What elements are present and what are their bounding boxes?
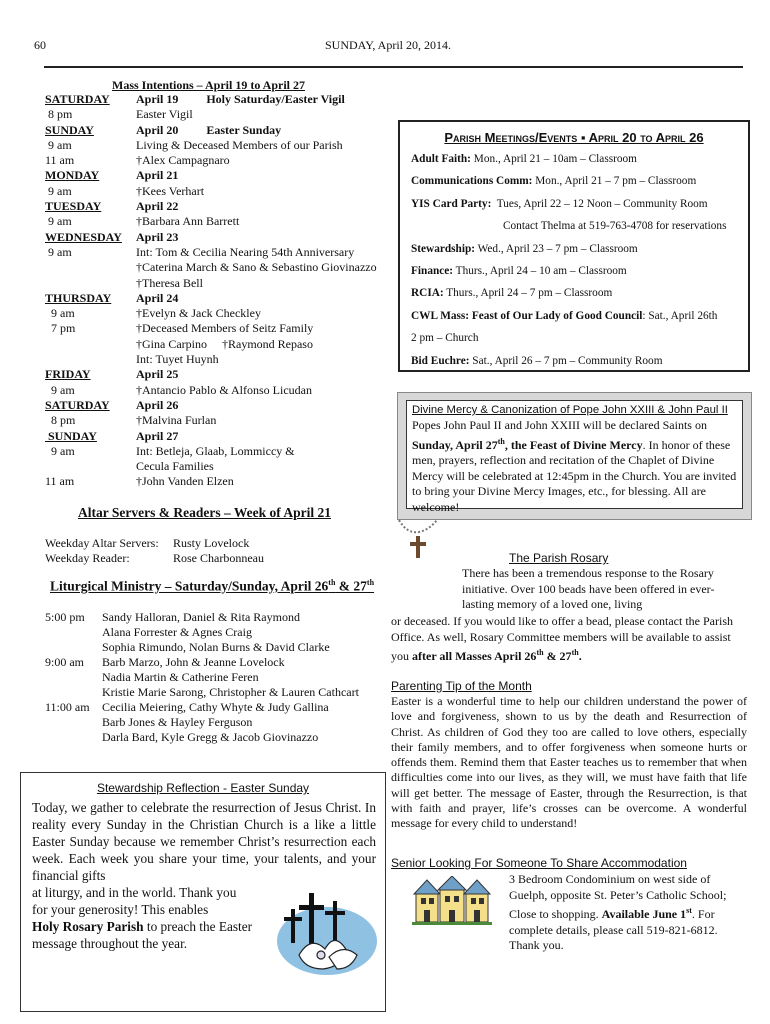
mass-intention [136, 337, 385, 352]
mass-time [45, 260, 136, 275]
mass-intention-text: Living & Deceased Members of our Parish [136, 137, 343, 152]
meeting-label: Bid Euchre: [411, 354, 470, 367]
mass-intention [136, 230, 385, 245]
meeting-details: Sat., April 26 – 7 pm – Community Room [469, 354, 663, 367]
mass-intention-row [45, 352, 385, 367]
mass-time: 9 am [45, 244, 72, 259]
parish-meetings-title: Parish Meetings/Events ▪ April 20 to April 26 [444, 130, 704, 145]
stewardship-paragraph: Today, we gather to celebrate the resurrection of Jesus Christ. In reality every Sunday in the Christian Church is a like a little Easter Sunday because we remember Christ’s resurrection each week. Each week you share your time, your talents, and your financial gifts [32, 800, 376, 883]
mass-intention-row [45, 474, 385, 489]
minister-names: Darla Bard, Kyle Gregg & Jacob Giovinazzo [102, 730, 319, 744]
meeting-item [411, 331, 747, 353]
meeting-details: : Sat., April 26th [642, 309, 718, 322]
mass-intention-text: April 27 [136, 428, 179, 443]
mass-intention-text: †John Vanden Elzen [136, 474, 234, 489]
mass-day: SUNDAY [45, 428, 97, 443]
liturgical-row [45, 715, 359, 730]
mass-intention-row [45, 138, 385, 153]
altar-servers-title: Altar Servers & Readers – Week of April 21 [78, 505, 331, 520]
mass-day: WEDNESDAY [45, 229, 122, 244]
parish-rosary-text: There has been a tremendous response to the Rosary initiative. Over 100 beads have been offered in ever-lasting memory of a loved one, living [462, 566, 715, 611]
page-number: 60 [34, 38, 46, 52]
mass-intention-row [45, 306, 385, 321]
meeting-item [411, 152, 747, 174]
mass-intention-row [45, 168, 385, 183]
mass-intention-text: April 24 [136, 290, 179, 305]
mass-intention-row [45, 107, 385, 122]
meeting-details: Thurs., April 24 – 7 pm – Classroom [443, 287, 613, 300]
minister-names: Sandy Halloran, Daniel & Rita Raymond [102, 610, 300, 624]
mass-intention [136, 276, 385, 291]
weekday-reader-value: Rose Charbonneau [173, 551, 264, 565]
liturgical-row [45, 730, 359, 745]
mass-intention-text: †Malvina Furlan [136, 413, 217, 428]
meeting-item [411, 242, 747, 264]
mass-intention-row [45, 92, 385, 107]
mass-intention-text: April 19 [136, 92, 179, 106]
mass-time: 8 pm [45, 413, 76, 428]
mass-intention-row [45, 398, 385, 413]
stewardship-line: for your generosity! This enables [32, 902, 209, 917]
rosary-icon [395, 518, 445, 566]
liturgical-row [45, 685, 359, 700]
stewardship-title: Stewardship Reflection - Easter Sunday [96, 781, 310, 795]
minister-names: Alana Forrester & Agnes Craig [102, 625, 252, 639]
mass-intention-row [45, 367, 385, 382]
divine-mercy-title: Divine Mercy & Canonization of Pope John XXIII & John Paul II [412, 404, 728, 416]
issue-date: SUNDAY, April 20, 2014. [324, 38, 452, 52]
mass-intentions-title: Mass Intentions – April 19 to April 27 [112, 78, 306, 92]
parish-rosary-text-continued [391, 614, 747, 665]
mass-intention-row [45, 383, 385, 398]
mass-intention-row [45, 230, 385, 245]
meeting-label: Finance: [411, 264, 454, 277]
divine-mercy-text-span: Popes John Paul II and John XXIII will be declared Saints on [412, 418, 707, 432]
mass-intention-text: †Deceased Members of Seitz Family [136, 321, 314, 336]
parish-name: Holy Rosary Parish [32, 919, 144, 934]
liturgical-row [45, 625, 359, 640]
mass-intention [136, 153, 385, 168]
mass-time: 9 am [45, 214, 72, 229]
senior-text-span: . For complete details, please call 519-821-6812. Thank you. [509, 907, 718, 952]
mass-intention-row [45, 321, 385, 336]
mass-time: 11 am [45, 153, 75, 168]
meeting-item [411, 174, 747, 196]
mass-intention [136, 92, 385, 107]
mass-time [45, 670, 102, 685]
altar-servers-list [45, 536, 264, 566]
mass-intention-text: Cecula Families [136, 459, 214, 474]
stewardship-text-span: to preach the Easter [143, 919, 253, 934]
liturgical-day: Easter Sunday [206, 122, 282, 137]
mass-intention [136, 383, 385, 398]
liturgical-row [45, 610, 359, 625]
mass-intention-text: April 26 [136, 397, 179, 412]
mass-intention-text: †Antancio Pablo & Alfonso Licudan [136, 382, 312, 397]
mass-intention-row [45, 276, 385, 291]
condominium-icon [412, 876, 492, 926]
mass-intention-text: Int: Betleja, Glaab, Lommiccy & [136, 443, 295, 458]
easter-crosses-lily-icon [269, 879, 379, 977]
mass-intention-text: Int: Tuyet Huynh [136, 352, 219, 367]
mass-intention-text: †Alex Campagnaro [136, 153, 230, 168]
mass-intention-row [45, 444, 385, 459]
mass-intention [136, 306, 385, 321]
mass-intention-text: Int: Tom & Cecilia Nearing 54th Anniversary [136, 244, 355, 259]
mass-day: TUESDAY [45, 199, 102, 214]
divine-mercy-text-span: . In honor of these men, prayers, reflection and recitation of the Chaplet of Divine Mercy will be celebrated at 12:45pm in the Church. You are invited to bring your Divine Mercy Images, etc., for blessing. All are welcome! [412, 437, 737, 514]
minister-names: Nadia Martin & Catherine Feren [102, 670, 259, 684]
meeting-details: Contact Thelma at 519-763-4708 for reservations [503, 220, 727, 233]
divine-mercy-text [412, 418, 740, 515]
minister-names: Barb Jones & Hayley Ferguson [102, 715, 253, 729]
mass-intention [136, 291, 385, 306]
rosary-masses: after all Masses April 26th & 27th. [412, 648, 582, 663]
mass-time [45, 715, 102, 730]
stewardship-line: message throughout the year. [32, 936, 188, 951]
senior-accommodation-title: Senior Looking For Someone To Share Accommodation [391, 856, 687, 870]
mass-day: SUNDAY [45, 122, 94, 137]
mass-intentions-list [45, 92, 385, 490]
liturgical-row [45, 655, 359, 670]
meeting-label: YIS Card Party: [411, 197, 492, 210]
parish-rosary-title: The Parish Rosary [509, 551, 609, 565]
mass-intention-row [45, 153, 385, 168]
mass-day: FRIDAY [45, 367, 91, 382]
altar-servers-label: Weekday Altar Servers: [45, 536, 159, 550]
divine-mercy-date: Sunday, April 27th, the Feast of Divine Mercy [412, 436, 643, 452]
meeting-item [411, 309, 747, 331]
availability-date: Available June 1st [601, 906, 692, 921]
liturgical-ministry-title: Liturgical Ministry – Saturday/Sunday, April 26th & 27th [50, 578, 375, 594]
senior-accommodation-text [509, 872, 745, 954]
mass-intention-row [45, 245, 385, 260]
meeting-details: Mon., April 21 – 10am – Classroom [470, 153, 637, 165]
mass-time: 9 am [45, 183, 72, 198]
mass-time [45, 276, 136, 291]
mass-intention [136, 107, 385, 122]
meeting-item [411, 219, 747, 241]
mass-intention [136, 352, 385, 367]
mass-intention-text: April 25 [136, 367, 179, 382]
mass-intention-row [45, 123, 385, 138]
mass-intention-row [45, 214, 385, 229]
mass-intention-row [45, 184, 385, 199]
mass-intention-text: April 22 [136, 199, 179, 214]
divine-mercy-inner [406, 400, 743, 514]
header-rule [44, 66, 743, 68]
mass-intention [136, 413, 385, 428]
mass-intention [136, 321, 385, 336]
mass-intention [136, 260, 385, 275]
liturgical-day: Holy Saturday/Easter Vigil [206, 92, 345, 106]
mass-intention [136, 245, 385, 260]
mass-time [45, 625, 102, 640]
meeting-details: Thurs., April 24 – 10 am – Classroom [453, 264, 627, 277]
minister-names: Barb Marzo, John & Jeanne Lovelock [102, 655, 285, 669]
liturgical-ministry-list [45, 610, 359, 745]
mass-time [45, 337, 136, 352]
mass-time: 11 am [45, 474, 75, 489]
mass-day: SATURDAY [45, 397, 110, 412]
mass-intention [136, 199, 385, 214]
mass-intention [136, 123, 385, 138]
stewardship-reflection-box [20, 772, 386, 1012]
mass-time [45, 640, 102, 655]
mass-intention-row [45, 429, 385, 444]
mass-time: 9:00 am [45, 655, 84, 669]
meeting-label: Adult Faith: [411, 153, 471, 165]
meeting-label: Communications Comm: [411, 175, 533, 188]
stewardship-line [32, 918, 264, 935]
mass-intention-text: April 21 [136, 168, 179, 183]
stewardship-line: at liturgy, and in the world. Thank you [32, 885, 237, 900]
mass-day: SATURDAY [45, 92, 110, 106]
meeting-item [411, 354, 747, 376]
mass-intention-row [45, 260, 385, 275]
meeting-label: CWL Mass: Feast of Our Lady of Good Council [411, 309, 643, 322]
parish-meetings-list [411, 152, 747, 376]
minister-names: Sophia Rimundo, Nolan Burns & David Clarke [102, 640, 330, 654]
mass-time: 9 am [45, 306, 75, 321]
mass-intention [136, 429, 385, 444]
mass-intention-text: April 23 [136, 229, 179, 244]
mass-day: MONDAY [45, 168, 100, 183]
mass-intention-text: †Gina Carpino †Raymond Repaso [136, 336, 313, 351]
mass-time: 9 am [45, 382, 75, 397]
minister-names: Cecilia Meiering, Cathy Whyte & Judy Gallina [102, 700, 329, 714]
liturgical-row [45, 700, 359, 715]
mass-time [45, 459, 136, 474]
meeting-details: 2 pm – Church [411, 332, 479, 345]
mass-intention [136, 214, 385, 229]
meeting-item [411, 197, 747, 219]
meeting-item [411, 264, 747, 286]
meeting-details: Mon., April 21 – 7 pm – Classroom [532, 175, 697, 188]
meeting-label: RCIA: [411, 287, 444, 300]
liturgical-row [45, 640, 359, 655]
divine-mercy-box [397, 392, 752, 520]
mass-intention-text: †Kees Verhart [136, 183, 205, 198]
mass-intention-text: April 20 [136, 122, 179, 137]
mass-time: 11:00 am [45, 700, 90, 714]
meeting-item [411, 286, 747, 308]
mass-time [45, 352, 136, 367]
mass-time [45, 730, 102, 745]
mass-intention-row [45, 199, 385, 214]
parenting-tip-title: Parenting Tip of the Month [391, 679, 532, 693]
mass-time: 7 pm [45, 321, 76, 336]
mass-time [45, 685, 102, 700]
mass-intention [136, 184, 385, 199]
mass-intention [136, 367, 385, 382]
meeting-label: Stewardship: [411, 242, 476, 255]
mass-time: 8 pm [45, 107, 73, 122]
mass-intention-text: †Barbara Ann Barrett [136, 214, 240, 229]
mass-intention [136, 138, 385, 153]
senior-text-span: 3 Bedroom Condominium on west side of Guelph, opposite St. Peter’s Catholic School; Close to shopping. [509, 872, 727, 921]
mass-intention-row [45, 291, 385, 306]
liturgical-row [45, 670, 359, 685]
minister-names: Kristie Marie Sarong, Christopher & Lauren Cathcart [102, 685, 359, 699]
mass-intention [136, 444, 385, 459]
mass-intention [136, 459, 385, 474]
mass-time: 9 am [45, 137, 72, 152]
mass-day: THURSDAY [45, 290, 112, 305]
meeting-details: Wed., April 23 – 7 pm – Classroom [475, 242, 638, 255]
mass-intention-row [45, 459, 385, 474]
mass-intention [136, 168, 385, 183]
mass-intention-text: †Caterina March & Sano & Sebastino Giovinazzo [136, 260, 377, 275]
parenting-tip-text: Easter is a wonderful time to help our children understand the power of love and forgiveness, shown to us by the death and Resurrection of Christ. As children of God they too are called to love others, especially their family members, and to offer forgiveness when someone hurts or offends them. Remind them that Easter teaches us to remember that when difficulties come into our lives, as they will, we must have faith that life will get better. The message of Easter, through the Resurrection, is that with faith and prayer, life’s crosses can be overcome. A wonderful message for every child to understand! [391, 694, 747, 831]
mass-intention [136, 398, 385, 413]
mass-time: 9 am [45, 443, 75, 458]
weekday-reader-label: Weekday Reader: [45, 551, 130, 565]
mass-intention-text: †Evelyn & Jack Checkley [136, 306, 261, 321]
mass-intention-text: †Theresa Bell [136, 275, 203, 290]
mass-intention-text: Easter Vigil [136, 107, 193, 122]
mass-intention [136, 474, 385, 489]
mass-intention-row [45, 337, 385, 352]
parish-meetings-box [398, 120, 750, 372]
mass-intention-row [45, 413, 385, 428]
altar-servers-value: Rusty Lovelock [173, 536, 250, 550]
mass-time: 5:00 pm [45, 610, 85, 624]
rosary-text-span: or deceased. If you would like to offer a bead, please contact the Parish Office. As well, Rosary Committee members will be available to assist you [391, 614, 733, 663]
meeting-details: Tues, April 22 – 12 Noon – Community Room [491, 197, 708, 210]
